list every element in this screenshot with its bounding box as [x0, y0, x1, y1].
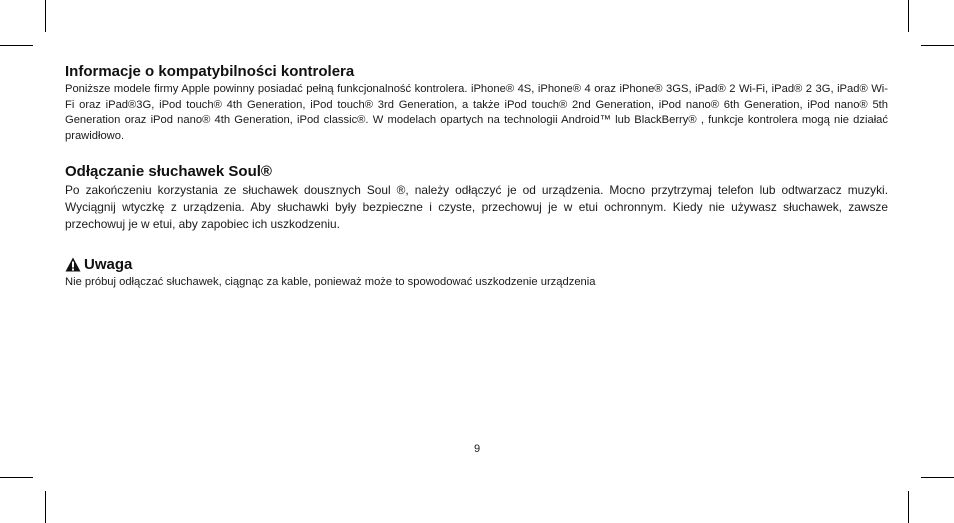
page-content: [65, 62, 888, 290]
warning-heading: [65, 255, 888, 275]
disconnect-title: Odłączanie słuchawek Soul®: [65, 162, 272, 180]
compatibility-title: Informacje o kompatybilności kontrolera: [65, 63, 355, 80]
warning-section: [65, 255, 888, 290]
warning-text: Nie próbuj odłączać słuchawek, ciągnąc za kable, ponieważ może to spowodować uszkodzenie urządzenia: [65, 275, 596, 288]
crop-mark: [908, 491, 909, 523]
disconnect-text: Po zakończeniu korzystania ze słuchawek dousznych Soul ®, należy odłączyć je od urządzenia. Mocno przytrzymaj telefon lub odtwarzacz muzyki. Wyciągnij wtyczkę z urządzenia. Aby słuchawki były bezpieczne i czyste, przechowuj je w etui ochronnym. Kiedy nie używasz słuchawek, zawsze przechowuj je w etui, aby zapobiec ich uszkodzeniu.: [65, 182, 888, 231]
crop-mark: [921, 45, 954, 46]
crop-mark: [45, 491, 46, 523]
disconnect-section: [65, 162, 888, 233]
crop-mark: [45, 0, 46, 32]
crop-mark: [921, 477, 954, 478]
crop-mark: [0, 477, 33, 478]
page-number: 9: [473, 443, 481, 455]
warning-title: Uwaga: [84, 255, 133, 273]
crop-mark: [0, 45, 33, 46]
compatibility-section: [65, 62, 888, 145]
compatibility-text: Poniższe modele firmy Apple powinny posiadać pełną funkcjonalność kontrolera. iPhone® 4S, iPhone® 4 oraz iPhone® 3GS, iPad® 2 Wi-Fi, iPad® 2 3G, iPad® Wi-Fi oraz iPad®3G, iPod touch® 4th Generation, iPod touch® 3rd Generation, a także iPod touch® 2nd Generation, iPod nano® 6th Generation, iPod nano® 5th Generation oraz iPod nano® 4th Generation, iPod classic®. W modelach opartych na technologii Android™ lub BlackBerry® , funkcje kontrolera mogą nie działać prawidłowo.: [65, 83, 888, 143]
crop-mark: [908, 0, 909, 32]
warning-triangle-icon: [65, 257, 81, 272]
